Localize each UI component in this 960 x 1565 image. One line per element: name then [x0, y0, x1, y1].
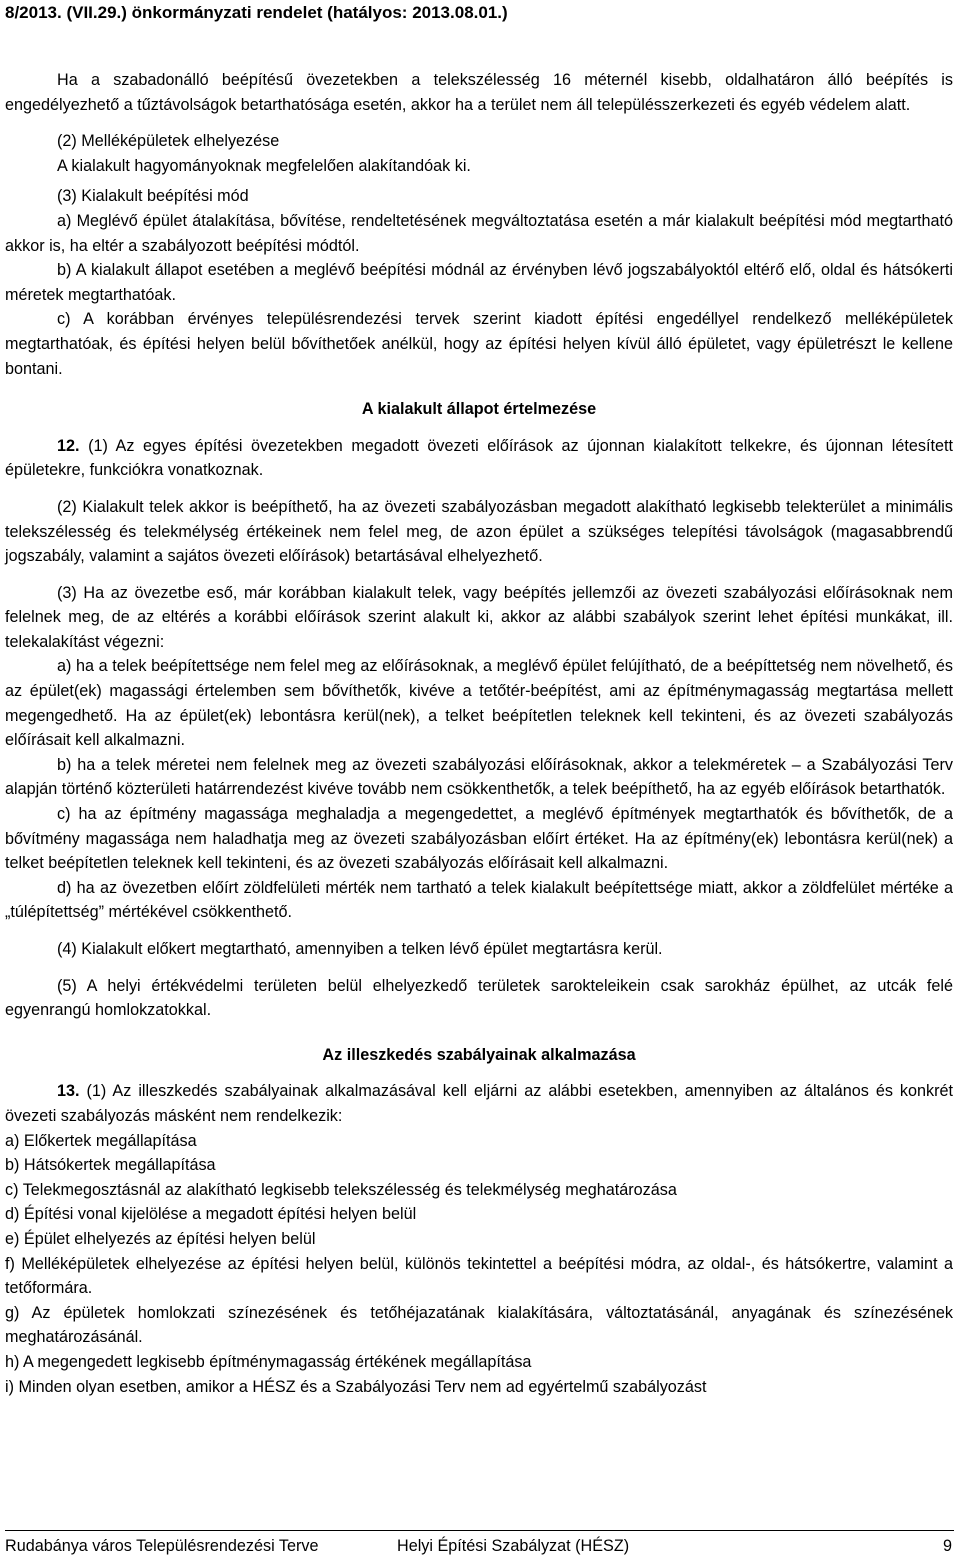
section-12-number: 12. — [57, 436, 80, 455]
list-item: b) Hátsókertek megállapítása — [5, 1156, 216, 1175]
section-13-paragraph-1 — [5, 1079, 953, 1128]
list-item: f) Melléképületek elhelyezése az építési helyen belül, különös tekintettel a beépítési módra, az oldal-, és hátsókertre, valamint a tetőformára. — [5, 1254, 953, 1298]
paragraph-intro-1: Ha a szabadonálló beépítésű övezetekben a telekszélesség 16 méternél kisebb, oldalhatáron álló beépítés is engedélyezhető a tűztávolságok betarthatósága esetén, akkor ha a terület nem áll településszerkezeti és egyéb védelem alatt. — [5, 71, 953, 114]
section-13-item-list — [5, 1129, 953, 1400]
footer-regulation-name: Helyi Építési Szabályzat (HÉSZ) — [397, 1537, 630, 1555]
paragraph-3-c: c) A korábban érvényes településrendezési tervek szerint kiadott építési engedéllyel rendelkező melléképületek megtarthatóak, és építési helyen belül bővíthetőek anélkül, hogy az építési helyen kívül álló épületet, vagy épületrészt le kellene bontani. — [5, 310, 953, 378]
list-item: g) Az épületek homlokzati színezésének és tetőhéjazatának kialakítására, változtatásánál, anyagának és színezésének meghatározásánál. — [5, 1303, 953, 1347]
section-12-paragraph-3-d: d) ha az övezetben előírt zöldfelületi mérték nem tartható a telek kialakult beépítettsége miatt, akkor a zöldfelület mértéke a „túlépítettség” mértékével csökkenthető. — [5, 878, 953, 922]
list-item: a) Előkertek megállapítása — [5, 1131, 197, 1150]
document-header: 8/2013. (VII.29.) önkormányzati rendelet (hatályos: 2013.08.01.) — [5, 3, 508, 22]
section-12-title: A kialakult állapot értelmezése — [361, 400, 597, 419]
paragraph-2-heading: (2) Melléképületek elhelyezése — [57, 132, 280, 151]
paragraph-3-a: a) Meglévő épület átalakítása, bővítése, rendeltetésének megváltoztatása esetén a már kialakult beépítési mód megtartható akkor is, ha eltér a szabályozott beépítési módtól. — [5, 211, 953, 255]
page-footer — [5, 1530, 954, 1559]
footer-page-number: 9 — [942, 1537, 952, 1555]
section-12-paragraph-2: (2) Kialakult telek akkor is beépíthető, ha az övezeti szabályozásban megadott alakítható legkisebb telekterület a minimális telekszélesség és telekmélység értékeinek nem felel meg, de azon épület a szükséges telepítési távolságok (magasabbrendű jogszabály, valamint a sajátos övezeti előírások) betartásával elhelyezhető. — [5, 497, 953, 566]
section-12-paragraph-3: (3) Ha az övezetbe eső, már korábban kialakult telek, vagy beépítés jellemzői az övezeti szabályozási előírásoknak nem felelnek meg, de az eltérés a korábbi előírások szerint alakult ki, akkor az alábbi szabályok szerint lehet építési munkákat, ill. telekalakítást végezni: — [5, 583, 953, 651]
section-12-paragraph-3-b: b) ha a telek méretei nem felelnek meg az övezeti szabályozási előírásoknak, akkor a telekméretek – a Szabályozási Terv alapján történő közterületi határrendezést kivéve tovább nem csökkenthetők, a telek beépíthető, ha az egyéb előírások betarthatók. — [5, 755, 953, 799]
section-12-paragraph-3-a: a) ha a telek beépítettsége nem felel meg az előírásoknak, a meglévő épület felújítható, de a beépíttetség nem növelhető, és az épület(ek) magassági értelemben sem bővíthetők, kivéve a tetőtér-beépítést, ami az építménymagasság megtartása mellett megengedhető. Ha az épület(ek) lebontásra kerül(nek), a telket beépítetlen teleknek kell tekinteni, és az övezeti szabályozás előírásait kell alkalmazni. — [5, 657, 953, 750]
list-item: e) Épület elhelyezés az építési helyen belül — [5, 1229, 316, 1248]
footer-document-title: Rudabánya város Településrendezési Terve — [5, 1537, 319, 1555]
list-item: i) Minden olyan esetben, amikor a HÉSZ és a Szabályozási Terv nem ad egyértelmű szabályozást — [5, 1377, 707, 1396]
document-body — [5, 68, 953, 1399]
section-13-title: Az illeszkedés szabályainak alkalmazása — [322, 1045, 636, 1064]
section-13-number: 13. — [57, 1082, 80, 1101]
section-12-paragraph-4: (4) Kialakult előkert megtartható, amennyiben a telken lévő épület megtartásra kerül. — [57, 940, 663, 958]
list-item: d) Építési vonal kijelölése a megadott építési helyen belül — [5, 1205, 417, 1224]
paragraph-2-body: A kialakult hagyományoknak megfelelően alakítandóak ki. — [57, 156, 471, 175]
paragraph-3-heading: (3) Kialakult beépítési mód — [57, 187, 249, 206]
list-item: h) A megengedett legkisebb építménymagasság értékének megállapítása — [5, 1352, 532, 1371]
paragraph-3-b: b) A kialakult állapot esetében a meglévő beépítési módnál az érvényben lévő jogszabályoktól eltérő elő, oldal és hátsókerti méretek megtarthatóak. — [5, 261, 953, 304]
list-item: c) Telekmegosztásnál az alakítható legkisebb telekszélesség és telekmélység meghatározása — [5, 1180, 677, 1199]
section-12-paragraph-5: (5) A helyi értékvédelmi területen belül elhelyezkedő területek sarokteleikein csak sarokház épülhet, az utcák felé egyenrangú homlokzatokkal. — [5, 976, 953, 1020]
section-12-p1-text: (1) Az egyes építési övezetekben megadott övezeti előírások az újonnan kialakított telkekre, és újonnan létesített épületekre, funkciókra vonatkoznak. — [5, 436, 953, 480]
section-12-paragraph-1 — [5, 434, 953, 483]
section-13-p1-text: (1) Az illeszkedés szabályainak alkalmazásával kell eljárni az alábbi esetekben, amennyiben az általános és konkrét övezeti szabályozás másként nem rendelkezik: — [5, 1082, 954, 1125]
section-12-paragraph-3-c: c) ha az építmény magassága meghaladja a megengedettet, a meglévő építmények megtarthatók és bővíthetők, de a bővítmény magassága nem haladhatja meg az övezeti szabályozásban előírt értéket. Ha az építmény(ek) lebontásra kerül(nek) a telket beépítetlen teleknek kell tekinteni, és az övezeti szabályozás előírásait kell alkalmazni. — [5, 805, 953, 873]
